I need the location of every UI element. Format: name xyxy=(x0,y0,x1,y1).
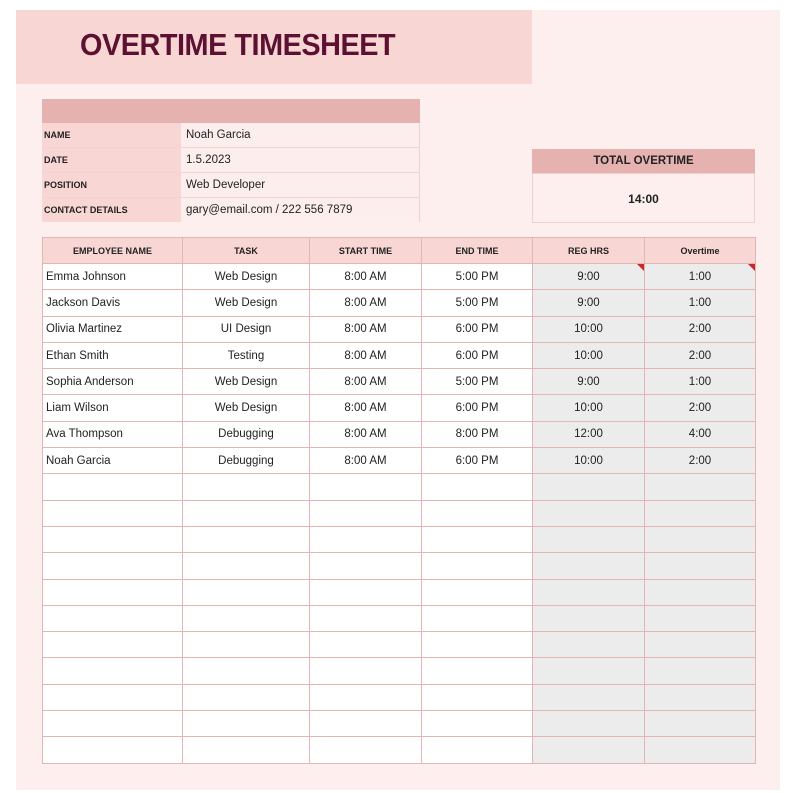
cell-text: 10:00 xyxy=(574,454,603,467)
employee-name-cell[interactable] xyxy=(43,553,183,579)
overtime-cell[interactable] xyxy=(645,711,756,737)
cell-text: Web Design xyxy=(214,402,278,415)
task-cell[interactable] xyxy=(183,632,310,658)
start-time-cell[interactable] xyxy=(310,448,422,474)
reg-hrs-cell[interactable] xyxy=(533,448,645,474)
task-cell[interactable] xyxy=(183,421,310,447)
task-cell[interactable] xyxy=(183,553,310,579)
end-time-cell[interactable] xyxy=(422,500,533,526)
task-cell[interactable] xyxy=(183,658,310,684)
table-header-row xyxy=(43,238,756,264)
overtime-cell[interactable] xyxy=(645,737,756,763)
task-cell[interactable] xyxy=(183,264,310,290)
reg-hrs-cell[interactable] xyxy=(533,526,645,552)
employee-name-cell[interactable] xyxy=(43,579,183,605)
overtime-cell[interactable] xyxy=(645,316,756,342)
empty-table-row xyxy=(43,658,756,684)
cell-text: Olivia Martinez xyxy=(46,323,123,336)
end-time-cell[interactable] xyxy=(422,448,533,474)
cell-text: 12:00 xyxy=(574,428,603,441)
empty-table-row xyxy=(43,526,756,552)
reg-hrs-cell[interactable] xyxy=(533,395,645,421)
start-time-cell[interactable] xyxy=(310,526,422,552)
task-cell[interactable] xyxy=(183,369,310,395)
info-label: CONTACT DETAILS xyxy=(42,198,181,222)
end-time-cell[interactable] xyxy=(422,684,533,710)
start-time-cell[interactable] xyxy=(310,632,422,658)
start-time-cell[interactable] xyxy=(310,264,422,290)
reg-hrs-cell[interactable] xyxy=(533,264,645,290)
cell-text: 4:00 xyxy=(688,428,712,441)
table-row xyxy=(43,290,756,316)
empty-table-row xyxy=(43,500,756,526)
end-time-cell[interactable] xyxy=(422,605,533,631)
employee-name-cell[interactable] xyxy=(43,421,183,447)
cell-text: 2:00 xyxy=(688,349,712,362)
column-header-overtime: Overtime xyxy=(645,238,756,264)
cell-text: 2:00 xyxy=(688,402,712,415)
reg-hrs-cell[interactable] xyxy=(533,342,645,368)
start-time-cell[interactable] xyxy=(310,290,422,316)
info-label: NAME xyxy=(42,123,181,147)
cell-text: Web Design xyxy=(214,296,278,309)
start-time-cell[interactable] xyxy=(310,342,422,368)
cell-text: Web Design xyxy=(214,270,278,283)
cell-text: 6:00 PM xyxy=(455,323,499,336)
cell-text: Sophia Anderson xyxy=(46,375,134,388)
reg-hrs-cell[interactable] xyxy=(533,500,645,526)
cell-text: Debugging xyxy=(218,454,274,467)
task-cell[interactable] xyxy=(183,605,310,631)
cell-text: Testing xyxy=(227,349,265,362)
empty-table-row xyxy=(43,737,756,763)
date-field[interactable]: 1.5.2023 xyxy=(182,148,420,172)
cell-text: Debugging xyxy=(218,428,274,441)
info-row-date xyxy=(42,148,420,172)
name-field[interactable]: Noah Garcia xyxy=(182,123,420,147)
cell-text: Liam Wilson xyxy=(46,402,109,415)
end-time-cell[interactable] xyxy=(422,658,533,684)
start-time-cell[interactable] xyxy=(310,737,422,763)
reg-hrs-cell[interactable] xyxy=(533,474,645,500)
employee-name-cell[interactable] xyxy=(43,474,183,500)
start-time-cell[interactable] xyxy=(310,474,422,500)
table-row xyxy=(43,264,756,290)
cell-text: 8:00 AM xyxy=(344,454,387,467)
overtime-cell[interactable] xyxy=(645,290,756,316)
cell-text: 6:00 PM xyxy=(455,402,499,415)
table-row xyxy=(43,395,756,421)
end-time-cell[interactable] xyxy=(422,290,533,316)
cell-text: 1:00 xyxy=(688,296,712,309)
overtime-cell[interactable] xyxy=(645,632,756,658)
column-header-end-time: END TIME xyxy=(422,238,533,264)
cell-text: 8:00 PM xyxy=(455,428,499,441)
info-row-contact xyxy=(42,198,420,222)
cell-text: 8:00 AM xyxy=(344,375,387,388)
empty-table-row xyxy=(43,684,756,710)
cell-text: 8:00 AM xyxy=(344,270,387,283)
info-header-bar xyxy=(42,99,420,123)
table-row xyxy=(43,342,756,368)
reg-hrs-cell[interactable] xyxy=(533,658,645,684)
reg-hrs-cell[interactable] xyxy=(533,737,645,763)
task-cell[interactable] xyxy=(183,290,310,316)
end-time-cell[interactable] xyxy=(422,395,533,421)
timesheet-table xyxy=(42,237,756,764)
cell-text: Noah Garcia xyxy=(46,454,111,467)
cell-text: 8:00 AM xyxy=(344,402,387,415)
cell-text: 9:00 xyxy=(577,270,600,283)
employee-name-cell[interactable] xyxy=(43,684,183,710)
cell-text: 8:00 AM xyxy=(344,296,387,309)
overtime-cell[interactable] xyxy=(645,605,756,631)
end-time-cell[interactable] xyxy=(422,632,533,658)
end-time-cell[interactable] xyxy=(422,553,533,579)
reg-hrs-cell[interactable] xyxy=(533,369,645,395)
overtime-cell[interactable] xyxy=(645,395,756,421)
cell-text: 9:00 xyxy=(577,375,600,388)
cell-text: 1:00 xyxy=(688,375,712,388)
cell-text: 5:00 PM xyxy=(455,270,499,283)
overtime-cell[interactable] xyxy=(645,658,756,684)
start-time-cell[interactable] xyxy=(310,553,422,579)
reg-hrs-cell[interactable] xyxy=(533,316,645,342)
employee-name-cell[interactable] xyxy=(43,316,183,342)
position-field[interactable]: Web Developer xyxy=(182,173,420,197)
overtime-cell[interactable] xyxy=(645,342,756,368)
column-header-employee-name: EMPLOYEE NAME xyxy=(43,238,183,264)
comment-indicator-icon[interactable] xyxy=(637,264,644,271)
table-row xyxy=(43,448,756,474)
end-time-cell[interactable] xyxy=(422,737,533,763)
comment-indicator-icon[interactable] xyxy=(748,264,755,271)
task-cell[interactable] xyxy=(183,342,310,368)
cell-text: 9:00 xyxy=(577,296,600,309)
start-time-cell[interactable] xyxy=(310,500,422,526)
end-time-cell[interactable] xyxy=(422,526,533,552)
overtime-cell[interactable] xyxy=(645,579,756,605)
overtime-cell[interactable] xyxy=(645,421,756,447)
reg-hrs-cell[interactable] xyxy=(533,579,645,605)
cell-text: 5:00 PM xyxy=(455,375,499,388)
employee-name-cell[interactable] xyxy=(43,526,183,552)
task-cell[interactable] xyxy=(183,526,310,552)
reg-hrs-cell[interactable] xyxy=(533,684,645,710)
end-time-cell[interactable] xyxy=(422,474,533,500)
start-time-cell[interactable] xyxy=(310,316,422,342)
employee-name-cell[interactable] xyxy=(43,395,183,421)
cell-text: 2:00 xyxy=(688,454,712,467)
column-header-start-time: START TIME xyxy=(310,238,422,264)
cell-text: Emma Johnson xyxy=(46,270,126,283)
column-header-task: TASK xyxy=(183,238,310,264)
overtime-cell[interactable] xyxy=(645,553,756,579)
contact-details-field[interactable]: gary@email.com / 222 556 7879 xyxy=(182,198,420,222)
total-overtime-value: 14:00 xyxy=(532,173,755,223)
overtime-cell[interactable] xyxy=(645,264,756,290)
cell-text: 2:00 xyxy=(688,323,712,336)
empty-table-row xyxy=(43,711,756,737)
employee-name-cell[interactable] xyxy=(43,369,183,395)
end-time-cell[interactable] xyxy=(422,342,533,368)
empty-table-row xyxy=(43,579,756,605)
task-cell[interactable] xyxy=(183,474,310,500)
column-header-reg-hrs: REG HRS xyxy=(533,238,645,264)
table-row xyxy=(43,369,756,395)
cell-text: 5:00 PM xyxy=(455,296,499,309)
overtime-cell[interactable] xyxy=(645,369,756,395)
end-time-cell[interactable] xyxy=(422,579,533,605)
start-time-cell[interactable] xyxy=(310,369,422,395)
reg-hrs-cell[interactable] xyxy=(533,711,645,737)
reg-hrs-cell[interactable] xyxy=(533,421,645,447)
task-cell[interactable] xyxy=(183,316,310,342)
cell-text: Jackson Davis xyxy=(46,296,121,309)
table-row xyxy=(43,421,756,447)
employee-name-cell[interactable] xyxy=(43,290,183,316)
cell-text: 10:00 xyxy=(574,402,603,415)
reg-hrs-cell[interactable] xyxy=(533,290,645,316)
task-cell[interactable] xyxy=(183,711,310,737)
overtime-cell[interactable] xyxy=(645,684,756,710)
task-cell[interactable] xyxy=(183,395,310,421)
task-cell[interactable] xyxy=(183,448,310,474)
employee-name-cell[interactable] xyxy=(43,500,183,526)
start-time-cell[interactable] xyxy=(310,711,422,737)
overtime-cell[interactable] xyxy=(645,474,756,500)
cell-text: 8:00 AM xyxy=(344,349,387,362)
employee-name-cell[interactable] xyxy=(43,264,183,290)
info-label: POSITION xyxy=(42,173,181,197)
overtime-cell[interactable] xyxy=(645,500,756,526)
employee-name-cell[interactable] xyxy=(43,658,183,684)
employee-name-cell[interactable] xyxy=(43,632,183,658)
cell-text: Ethan Smith xyxy=(46,349,109,362)
cell-text: 8:00 AM xyxy=(344,323,387,336)
start-time-cell[interactable] xyxy=(310,395,422,421)
task-cell[interactable] xyxy=(183,737,310,763)
task-cell[interactable] xyxy=(183,684,310,710)
info-row-name xyxy=(42,123,420,147)
start-time-cell[interactable] xyxy=(310,421,422,447)
end-time-cell[interactable] xyxy=(422,316,533,342)
empty-table-row xyxy=(43,632,756,658)
info-row-position xyxy=(42,173,420,197)
employee-name-cell[interactable] xyxy=(43,448,183,474)
empty-table-row xyxy=(43,605,756,631)
task-cell[interactable] xyxy=(183,579,310,605)
cell-text: Ava Thompson xyxy=(46,428,123,441)
cell-text: Web Design xyxy=(214,375,278,388)
task-cell[interactable] xyxy=(183,500,310,526)
page-title: OVERTIME TIMESHEET xyxy=(80,27,396,62)
end-time-cell[interactable] xyxy=(422,711,533,737)
cell-text: 6:00 PM xyxy=(455,349,499,362)
reg-hrs-cell[interactable] xyxy=(533,632,645,658)
cell-text: 1:00 xyxy=(688,270,712,283)
reg-hrs-cell[interactable] xyxy=(533,605,645,631)
start-time-cell[interactable] xyxy=(310,684,422,710)
total-overtime-label: TOTAL OVERTIME xyxy=(532,149,755,173)
reg-hrs-cell[interactable] xyxy=(533,553,645,579)
cell-text: 6:00 PM xyxy=(455,454,499,467)
employee-name-cell[interactable] xyxy=(43,342,183,368)
start-time-cell[interactable] xyxy=(310,579,422,605)
cell-text: 8:00 AM xyxy=(344,428,387,441)
cell-text: 10:00 xyxy=(574,349,603,362)
overtime-cell[interactable] xyxy=(645,448,756,474)
employee-name-cell[interactable] xyxy=(43,605,183,631)
table-row xyxy=(43,316,756,342)
cell-text: UI Design xyxy=(220,323,272,336)
employee-name-cell[interactable] xyxy=(43,711,183,737)
employee-name-cell[interactable] xyxy=(43,737,183,763)
cell-text: 10:00 xyxy=(574,323,603,336)
end-time-cell[interactable] xyxy=(422,421,533,447)
empty-table-row xyxy=(43,553,756,579)
start-time-cell[interactable] xyxy=(310,605,422,631)
end-time-cell[interactable] xyxy=(422,369,533,395)
overtime-cell[interactable] xyxy=(645,526,756,552)
empty-table-row xyxy=(43,474,756,500)
start-time-cell[interactable] xyxy=(310,658,422,684)
end-time-cell[interactable] xyxy=(422,264,533,290)
info-label: DATE xyxy=(42,148,181,172)
